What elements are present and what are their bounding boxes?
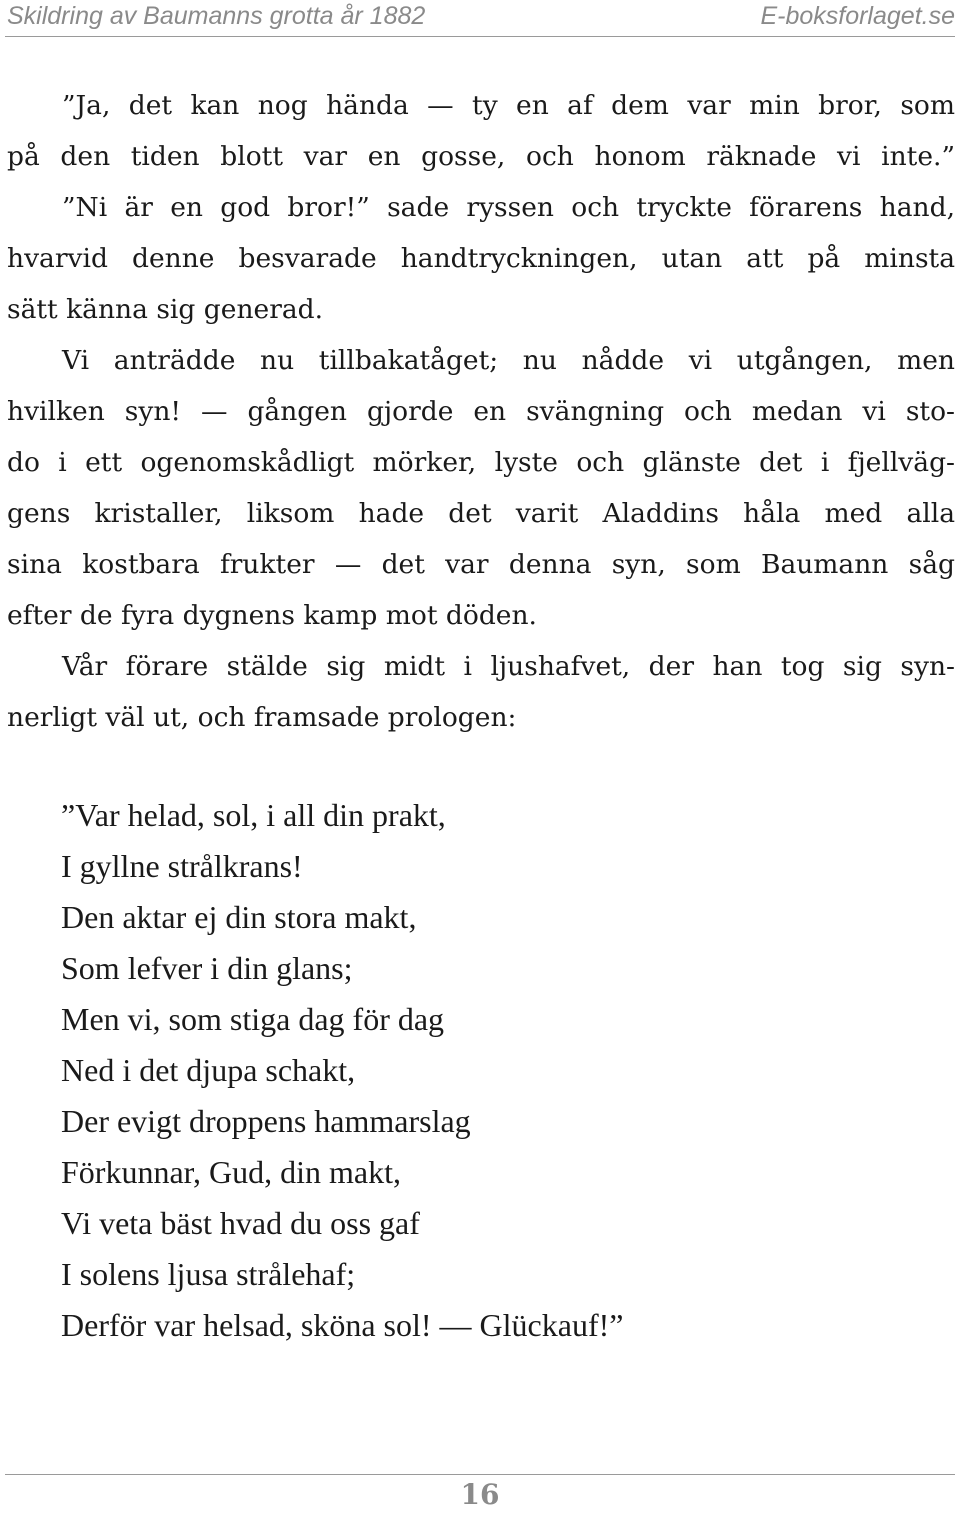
prose-line: do i ett ogenomskådligt mörker, lyste och glänste det i fjellväg- xyxy=(7,447,955,478)
prose-section xyxy=(7,80,955,743)
prose-line: hvilken syn! — gången gjorde en svängning och medan vi sto- xyxy=(7,396,955,427)
prose-line: nerligt väl ut, och framsade prologen: xyxy=(7,702,517,733)
poem-line: Derför var helsad, sköna sol! — Glückauf!” xyxy=(61,1307,624,1343)
prose-line: Vi anträdde nu tillbakatåget; nu nådde vi utgången, men xyxy=(62,345,955,376)
prologue-poem xyxy=(61,790,623,1351)
poem-line: ”Var helad, sol, i all din prakt, xyxy=(61,797,446,833)
poem-line: Ned i det djupa schakt, xyxy=(61,1052,356,1088)
prose-line: Vår förare stälde sig midt i ljushafvet, der han tog sig syn- xyxy=(62,651,955,682)
poem-line: Den aktar ej din stora makt, xyxy=(61,899,417,935)
poem-line: Förkunnar, Gud, din makt, xyxy=(61,1154,402,1190)
prose-line: ”Ja, det kan nog hända — ty en af dem var min bror, som xyxy=(62,90,955,121)
footer-rule xyxy=(5,1474,955,1475)
poem-line: I gyllne strålkrans! xyxy=(61,848,303,884)
prose-line: sina kostbara frukter — det var denna syn, som Baumann såg xyxy=(7,549,955,580)
poem-line: Men vi, som stiga dag för dag xyxy=(61,1001,445,1037)
page-header xyxy=(5,0,955,37)
prose-line: gens kristaller, liksom hade det varit Aladdins håla med alla xyxy=(7,498,955,529)
prose-line: sätt känna sig generad. xyxy=(7,294,324,325)
poem-line: Som lefver i din glans; xyxy=(61,950,353,986)
prose-line: efter de fyra dygnens kamp mot döden. xyxy=(7,600,537,631)
poem-line: Der evigt droppens hammarslag xyxy=(61,1103,471,1139)
prose-line: på den tiden blott var en gosse, och honom räknade vi inte.” xyxy=(7,141,955,172)
book-title: Skildring av Baumanns grotta år 1882 xyxy=(7,2,426,30)
prose-line: ”Ni är en god bror!” sade ryssen och tryckte förarens hand, xyxy=(62,192,955,223)
publisher-name: E-boksforlaget.se xyxy=(760,2,955,30)
poem-line: Vi veta bäst hvad du oss gaf xyxy=(61,1205,420,1241)
page-number: 16 xyxy=(460,1478,500,1511)
poem-line: I solens ljusa strålehaf; xyxy=(61,1256,356,1292)
prose-line: hvarvid denne besvarade handtryckningen, utan att på minsta xyxy=(7,243,955,274)
